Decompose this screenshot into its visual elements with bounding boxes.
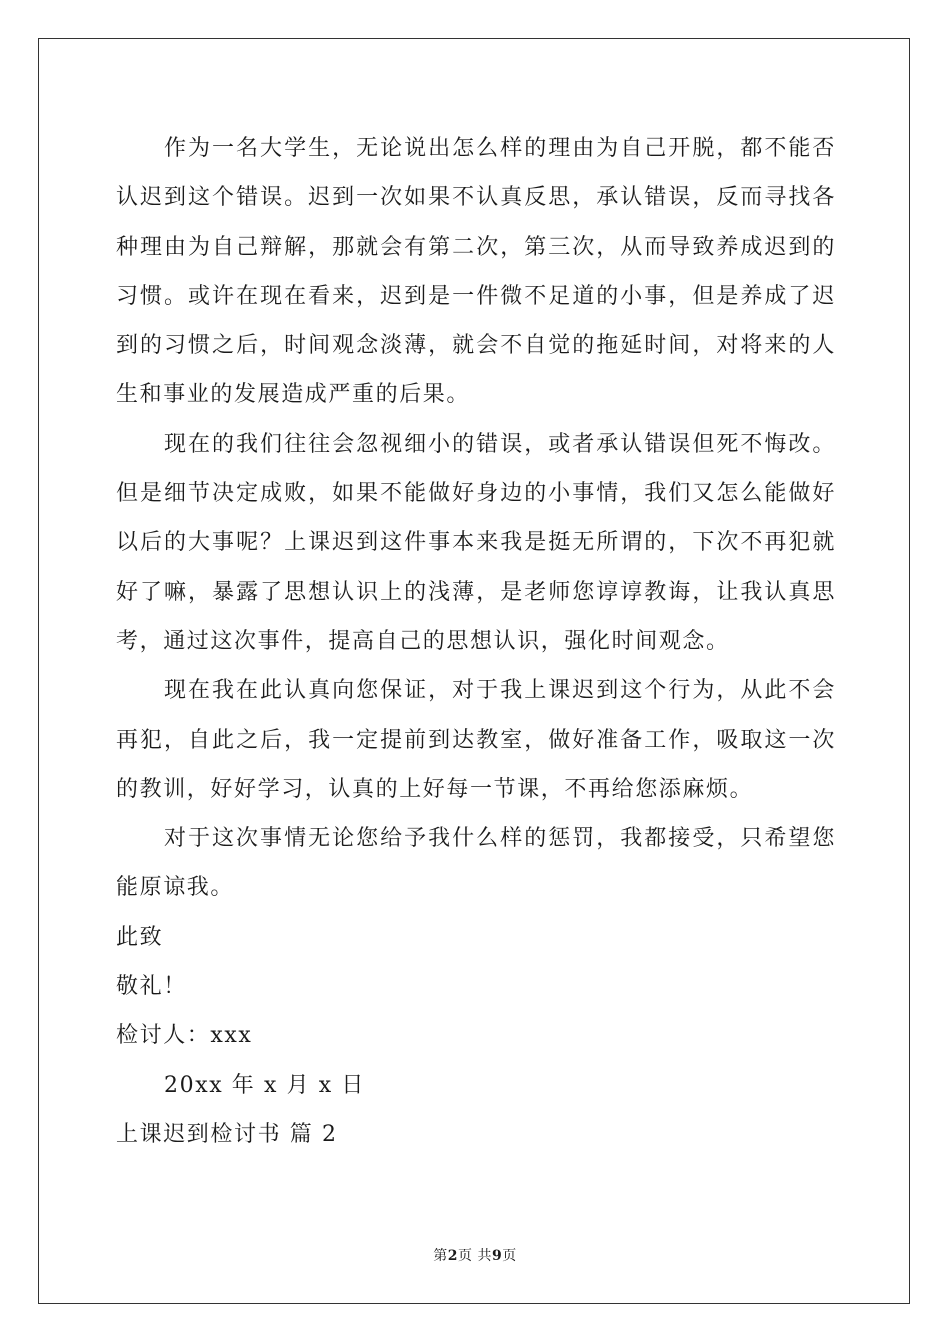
paragraph-2: 现在的我们往往会忽视细小的错误，或者承认错误但死不悔改。但是细节决定成败，如果不能做好身边的小事情，我们又怎么能做好以后的大事呢？上课迟到这件事本来我是挺无所谓的，下次不再犯就好了嘛，暴露了思想认识上的浅薄，是老师您谆谆教诲，让我认真思考，通过这次事件，提高自己的思想认识，强化时间观念。 bbox=[116, 431, 836, 654]
next-section-title: 上课迟到检讨书 篇 2 bbox=[116, 1121, 338, 1147]
page-mid: 页 共 bbox=[458, 1248, 492, 1264]
page-total: 9 bbox=[491, 1248, 503, 1264]
page-footer bbox=[0, 1245, 950, 1265]
paragraph-4: 对于这次事情无论您给予我什么样的惩罚，我都接受，只希望您能原谅我。 bbox=[116, 826, 836, 901]
date-line: 20xx 年 x 月 x 日 bbox=[164, 1072, 365, 1098]
document-body bbox=[116, 124, 836, 1159]
signer-line: 检讨人：xxx bbox=[116, 1023, 253, 1049]
page-prefix: 第 bbox=[433, 1248, 448, 1264]
page-suffix: 页 bbox=[502, 1248, 517, 1264]
page-current: 2 bbox=[447, 1248, 459, 1264]
paragraph-1: 作为一名大学生，无论说出怎么样的理由为自己开脱，都不能否认迟到这个错误。迟到一次如果不认真反思，承认错误，反而寻找各种理由为自己辩解，那就会有第二次，第三次，从而导致养成迟到的习惯。或许在现在看来，迟到是一件微不足道的小事，但是养成了迟到的习惯之后，时间观念淡薄，就会不自觉的拖延时间，对将来的人生和事业的发展造成严重的后果。 bbox=[116, 136, 836, 408]
closing-salutation: 此致 bbox=[116, 924, 164, 950]
paragraph-3: 现在我在此认真向您保证，对于我上课迟到这个行为，从此不会再犯，自此之后，我一定提前到达教室，做好准备工作，吸取这一次的教训，好好学习，认真的上好每一节课，不再给您添麻烦。 bbox=[116, 678, 836, 802]
closing-respect: 敬礼！ bbox=[116, 974, 187, 1000]
